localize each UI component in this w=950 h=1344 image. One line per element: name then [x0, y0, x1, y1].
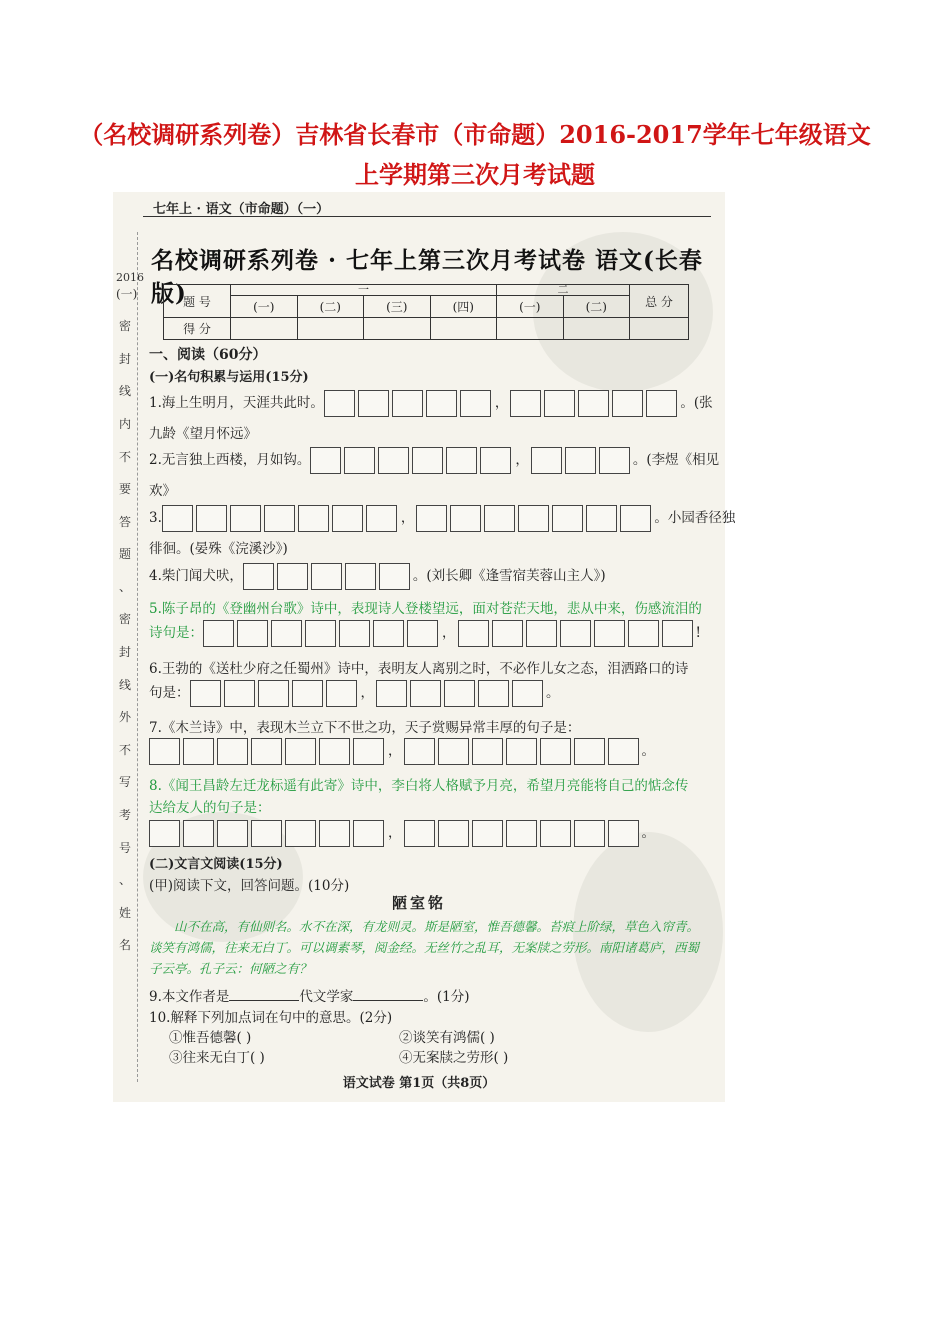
answer-box[interactable]	[578, 390, 609, 417]
answer-box[interactable]	[376, 680, 407, 707]
q3-tail: 。小园香径独	[654, 510, 736, 526]
answer-box[interactable]	[358, 390, 389, 417]
q10-item-1: ①惟吾德馨( )	[169, 1030, 252, 1046]
scanned-exam-page	[113, 192, 736, 1102]
answer-box[interactable]	[224, 680, 255, 707]
score-cell[interactable]	[630, 318, 689, 340]
answer-boxes[interactable]	[531, 447, 633, 474]
q8-answer-line	[149, 820, 655, 847]
q3-text: 3.	[149, 510, 162, 526]
answer-box[interactable]	[251, 738, 282, 765]
answer-box[interactable]	[251, 820, 282, 847]
side-char: 、	[118, 873, 131, 888]
question-5: 5.陈子昂的《登幽州台歌》诗中，表现诗人登楼望远，面对苍茫天地，悲从中来，伤感流泪的	[149, 601, 702, 617]
answer-box[interactable]	[526, 620, 557, 647]
period: 。	[546, 685, 560, 701]
side-char: 线	[118, 677, 131, 692]
answer-box[interactable]	[404, 820, 435, 847]
exam-title: 名校调研系列卷 · 七年上第三次月考试卷 语文(长春版)	[151, 247, 703, 307]
page-footer: 语文试卷 第1页（共8页）	[342, 1076, 496, 1091]
section-classical: (二)文言文阅读(15分)	[149, 857, 283, 872]
answer-box[interactable]	[324, 390, 355, 417]
question-4	[149, 563, 606, 590]
col-header: (二)	[297, 296, 364, 318]
answer-box[interactable]	[345, 563, 376, 590]
answer-box[interactable]	[472, 738, 503, 765]
answer-box[interactable]	[450, 505, 481, 532]
answer-box[interactable]	[311, 563, 342, 590]
answer-box[interactable]	[183, 820, 214, 847]
answer-box[interactable]	[646, 390, 677, 417]
answer-box[interactable]	[326, 680, 357, 707]
q8-lead: 达给友人的句子是：	[149, 800, 271, 816]
answer-box[interactable]	[285, 820, 316, 847]
answer-box[interactable]	[379, 563, 410, 590]
comma: ，	[442, 625, 456, 641]
header-rule	[143, 216, 711, 217]
q2-source-cont: 欢》	[149, 483, 176, 499]
answer-box[interactable]	[258, 680, 289, 707]
row-label-score: 得 分	[164, 318, 231, 340]
q6-answer-line	[149, 680, 560, 707]
score-table	[163, 284, 689, 340]
document-title-line1: （名校调研系列卷）吉林省长春市（市命题）2016-2017学年七年级语文	[79, 120, 871, 149]
side-char: 内	[118, 416, 131, 431]
answer-box[interactable]	[366, 505, 397, 532]
col-header: (一)	[497, 296, 564, 318]
q4-text: 4.柴门闻犬吠，	[149, 568, 243, 584]
answer-box[interactable]	[531, 447, 562, 474]
answer-box[interactable]	[410, 680, 441, 707]
q6-lead: 句是：	[149, 685, 190, 701]
answer-box[interactable]	[552, 505, 583, 532]
answer-box[interactable]	[574, 738, 605, 765]
q2-text: 2.无言独上西楼，月如钩。	[149, 452, 311, 468]
score-cell[interactable]	[563, 318, 630, 340]
answer-box[interactable]	[460, 390, 491, 417]
answer-box[interactable]	[264, 505, 295, 532]
side-char: 题	[118, 547, 131, 562]
section-quotes: (一)名句积累与运用(15分)	[149, 370, 309, 385]
side-char: (一)	[116, 286, 138, 301]
q1-text: 1.海上生明月，天涯共此时。	[149, 395, 324, 411]
answer-box[interactable]	[444, 680, 475, 707]
answer-box[interactable]	[612, 390, 643, 417]
q9-blank-2[interactable]	[353, 988, 423, 1001]
q4-source: 。(刘长卿《逢雪宿芙蓉山主人》)	[412, 568, 606, 584]
answer-box[interactable]	[319, 738, 350, 765]
answer-box[interactable]	[472, 820, 503, 847]
answer-boxes[interactable]	[203, 620, 441, 647]
answer-box[interactable]	[277, 563, 308, 590]
comma: ，	[388, 825, 402, 841]
answer-box[interactable]	[426, 390, 457, 417]
q9-blank-1[interactable]	[229, 988, 299, 1001]
answer-box[interactable]	[162, 505, 193, 532]
answer-box[interactable]	[416, 505, 447, 532]
answer-boxes[interactable]	[404, 738, 642, 765]
seal-line	[137, 232, 138, 1082]
q9-tail: 。(1分)	[423, 989, 470, 1005]
answer-box[interactable]	[344, 447, 375, 474]
q5-lead: 诗句是：	[149, 625, 203, 641]
side-char: 号	[118, 840, 131, 855]
answer-box[interactable]	[608, 738, 639, 765]
group-two: 二	[497, 285, 630, 296]
score-cell[interactable]	[497, 318, 564, 340]
answer-box[interactable]	[404, 738, 435, 765]
score-cell[interactable]	[430, 318, 497, 340]
answer-box[interactable]	[506, 738, 537, 765]
side-char: 封	[118, 351, 131, 366]
score-cell[interactable]	[231, 318, 298, 340]
answer-box[interactable]	[540, 820, 571, 847]
q10-item-3: ③往来无白丁( )	[169, 1050, 265, 1066]
answer-box[interactable]	[230, 505, 261, 532]
answer-box[interactable]	[599, 447, 630, 474]
answer-boxes[interactable]	[149, 738, 387, 765]
poem-text: 山不在高，有仙则名。水不在深，有龙则灵。斯是陋室，惟吾德馨。苔痕上阶绿，草色入帘青。谈笑有鸿儒，往来无白丁。可以调素琴，阅金经。无丝竹之乱耳，无案牍之劳形。南阳诸葛庐，西蜀子云亭。孔子云：何陋之有？	[149, 919, 700, 976]
side-char: 不	[118, 742, 131, 757]
answer-box[interactable]	[560, 620, 591, 647]
period: 。	[641, 825, 655, 841]
col-header: (二)	[563, 296, 630, 318]
answer-box[interactable]	[506, 820, 537, 847]
answer-box[interactable]	[412, 447, 443, 474]
answer-box[interactable]	[217, 738, 248, 765]
answer-box[interactable]	[285, 738, 316, 765]
question-8: 8.《闻王昌龄左迁龙标遥有此寄》诗中，李白将人格赋予月亮，希望月亮能将自己的惦念传	[149, 778, 689, 794]
answer-boxes[interactable]	[310, 447, 514, 474]
answer-box[interactable]	[305, 620, 336, 647]
answer-box[interactable]	[183, 738, 214, 765]
comma: ，	[400, 510, 415, 526]
q10-item-2: ②谈笑有鸿儒( )	[399, 1030, 495, 1046]
side-char: 不	[118, 449, 131, 464]
answer-box[interactable]	[332, 505, 363, 532]
answer-box[interactable]	[510, 390, 541, 417]
answer-box[interactable]	[310, 447, 341, 474]
answer-box[interactable]	[438, 820, 469, 847]
answer-box[interactable]	[339, 620, 370, 647]
side-char: 名	[118, 938, 131, 953]
answer-box[interactable]	[298, 505, 329, 532]
answer-box[interactable]	[378, 447, 409, 474]
side-char: 姓	[118, 905, 131, 920]
answer-boxes[interactable]	[324, 390, 494, 417]
q1-source: 。(张	[680, 395, 713, 411]
side-char: 密	[118, 612, 131, 627]
answer-box[interactable]	[353, 820, 384, 847]
q7-answer-line	[149, 738, 655, 765]
question-2	[149, 447, 719, 474]
col-header: (四)	[430, 296, 497, 318]
answer-box[interactable]	[586, 505, 617, 532]
exclamation: !	[695, 625, 701, 641]
answer-box[interactable]	[662, 620, 693, 647]
answer-box[interactable]	[446, 447, 477, 474]
answer-box[interactable]	[574, 820, 605, 847]
answer-boxes[interactable]	[458, 620, 696, 647]
comma: ，	[494, 395, 509, 411]
answer-box[interactable]	[628, 620, 659, 647]
side-char: 线	[118, 384, 131, 399]
comma: ，	[360, 685, 374, 701]
answer-box[interactable]	[438, 738, 469, 765]
answer-box[interactable]	[292, 680, 323, 707]
side-char: 外	[118, 710, 131, 725]
answer-box[interactable]	[373, 620, 404, 647]
total-label: 总 分	[630, 285, 689, 318]
col-header: (三)	[364, 296, 431, 318]
sub-section-a: (甲)阅读下文，回答问题。(10分)	[149, 878, 350, 894]
answer-boxes[interactable]	[404, 820, 642, 847]
answer-boxes[interactable]	[376, 680, 546, 707]
answer-box[interactable]	[353, 738, 384, 765]
answer-box[interactable]	[512, 680, 543, 707]
section-reading: 一、阅读（60分）	[149, 347, 267, 363]
comma: ，	[515, 452, 529, 468]
answer-boxes[interactable]	[416, 505, 654, 532]
group-one: 一	[231, 285, 497, 296]
answer-box[interactable]	[149, 820, 180, 847]
answer-box[interactable]	[407, 620, 438, 647]
side-seal-text	[116, 271, 144, 972]
row-label-number: 题 号	[164, 285, 231, 318]
question-3	[149, 505, 735, 532]
answer-box[interactable]	[237, 620, 268, 647]
answer-box[interactable]	[149, 738, 180, 765]
answer-box[interactable]	[203, 620, 234, 647]
answer-box[interactable]	[594, 620, 625, 647]
answer-box[interactable]	[196, 505, 227, 532]
exam-header: 七年上 · 语文（市命题）（一）	[153, 202, 330, 217]
answer-box[interactable]	[544, 390, 575, 417]
answer-box[interactable]	[392, 390, 423, 417]
answer-box[interactable]	[518, 505, 549, 532]
question-7: 7.《木兰诗》中，表现木兰立下不世之功，天子赏赐异常丰厚的句子是：	[149, 720, 581, 736]
comma: ，	[388, 743, 402, 759]
answer-box[interactable]	[540, 738, 571, 765]
question-6: 6.王勃的《送杜少府之任蜀州》诗中，表明友人离别之时，不必作儿女之态，泪洒路口的诗	[149, 661, 689, 677]
side-char: 、	[118, 579, 131, 594]
score-cell[interactable]	[364, 318, 431, 340]
period: 。	[641, 743, 655, 759]
question-9	[149, 985, 470, 1005]
answer-boxes[interactable]	[149, 820, 387, 847]
answer-box[interactable]	[243, 563, 274, 590]
question-10: 10.解释下列加点词在句中的意思。(2分)	[149, 1010, 393, 1026]
answer-box[interactable]	[319, 820, 350, 847]
side-char: 写	[118, 775, 131, 790]
answer-box[interactable]	[565, 447, 596, 474]
side-char: 密	[118, 319, 131, 334]
side-char: 考	[118, 808, 131, 823]
side-char: 封	[118, 645, 131, 660]
answer-box[interactable]	[480, 447, 511, 474]
question-1	[149, 390, 713, 417]
document-title-line2: 上学期第三次月考试题	[355, 160, 595, 189]
score-cell[interactable]	[297, 318, 364, 340]
answer-box[interactable]	[190, 680, 221, 707]
q2-source: 。(李煜《相见	[632, 452, 720, 468]
answer-box[interactable]	[217, 820, 248, 847]
answer-boxes[interactable]	[162, 505, 400, 532]
side-year: 2016	[116, 271, 144, 284]
answer-box[interactable]	[458, 620, 489, 647]
answer-boxes[interactable]	[243, 563, 413, 590]
answer-box[interactable]	[271, 620, 302, 647]
q3-source-cont: 徘徊。(晏殊《浣溪沙》)	[149, 541, 288, 557]
q1-source-cont: 九龄《望月怀远》	[149, 426, 257, 442]
poem-title: 陋室铭	[391, 894, 446, 912]
answer-box[interactable]	[608, 820, 639, 847]
q5-answer-line	[149, 620, 701, 647]
answer-box[interactable]	[492, 620, 523, 647]
answer-boxes[interactable]	[510, 390, 680, 417]
q9-mid: 代文学家	[299, 989, 354, 1005]
answer-boxes[interactable]	[190, 680, 360, 707]
q10-item-4: ④无案牍之劳形( )	[399, 1050, 509, 1066]
col-header: (一)	[231, 296, 298, 318]
side-char: 答	[118, 514, 131, 529]
q9-text: 9.本文作者是	[149, 989, 230, 1005]
answer-box[interactable]	[478, 680, 509, 707]
answer-box[interactable]	[620, 505, 651, 532]
side-char: 要	[118, 482, 131, 497]
answer-box[interactable]	[484, 505, 515, 532]
